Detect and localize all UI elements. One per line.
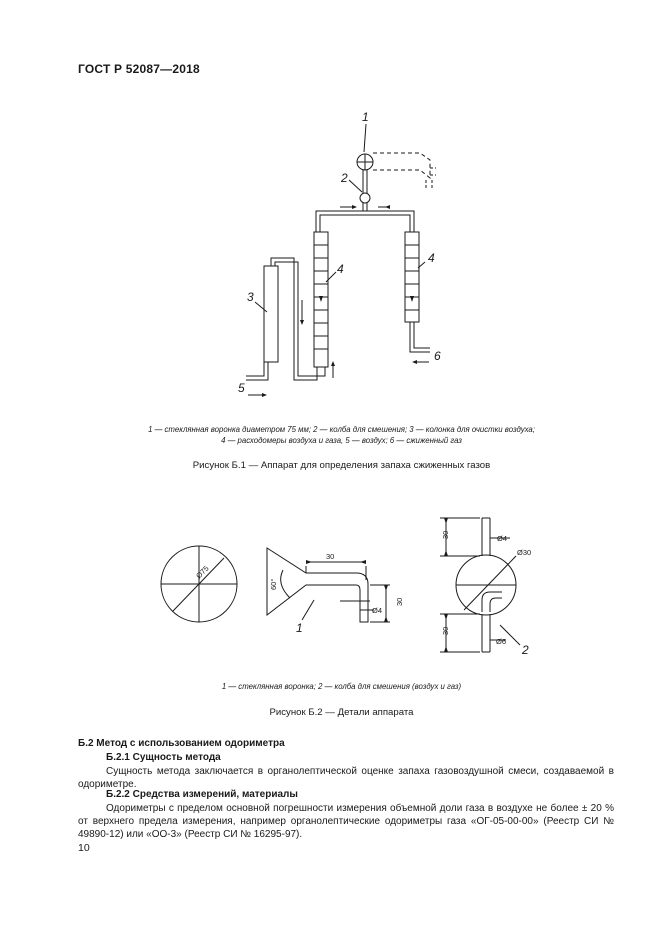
fig2-label-2: 2 (522, 643, 529, 657)
dim-bot30: 30 (441, 626, 450, 635)
fig1-label-3: 3 (247, 290, 254, 304)
dim-d75: Ø75 (194, 563, 211, 581)
fig1-label-6: 6 (434, 349, 441, 363)
fig1-label-4-right: 4 (428, 251, 435, 265)
figure1-legend-line1: 1 — стеклянная воронка диаметром 75 мм; 2 — колба для смешения; 3 — колонка для очистки воздуха; (148, 425, 535, 434)
figure2-caption: Рисунок Б.2 — Детали аппарата (269, 707, 414, 718)
dim-d4b: Ø4 (497, 534, 508, 543)
dim-d4a: Ø4 (372, 606, 383, 615)
dim-top30: 30 (441, 530, 450, 539)
figure1-legend-line2: 4 — расходомеры воздуха и газа, 5 — воздух; 6 — сжиженный газ (221, 436, 462, 445)
subsection-2-text: Одориметры с пределом основной погрешности измерения объемной доли газа в воздухе не более ± 20 % от верхнего предела измерения, например органолептические одориметры газа «ОГ-05-00-00» (Реестр СИ № 49890-12) или «ОО-3» (Реестр СИ № 16295-97). (78, 803, 614, 840)
fig1-label-2: 2 (341, 171, 348, 185)
dim-d6: Ø6 (496, 637, 507, 646)
fig2-label-1: 1 (296, 621, 303, 635)
subsection-2-title: Б.2.2 Средства измерений, материалы (106, 789, 298, 800)
dim-angle: 60° (269, 578, 278, 590)
dim-d30: Ø30 (517, 548, 532, 557)
figure1-caption: Рисунок Б.1 — Аппарат для определения запаха сжиженных газов (192, 460, 491, 471)
subsection-1-title: Б.2.1 Сущность метода (106, 752, 221, 763)
fig1-label-4-left: 4 (337, 262, 344, 276)
page-number: 10 (78, 842, 90, 854)
dim-len30: 30 (326, 552, 335, 561)
standard-header: ГОСТ Р 52087—2018 (78, 62, 200, 76)
section-title: Б.2 Метод с использованием одориметра (78, 738, 285, 749)
dim-h30: 30 (395, 597, 404, 606)
figure2-legend: 1 — стеклянная воронка; 2 — колба для смешения (воздух и газ) (221, 682, 462, 691)
fig1-label-5: 5 (238, 381, 245, 395)
subsection-1-text: Сущность метода заключается в органолептической оценке запаха газовоздушной смеси, создаваемой в одориметре. (78, 766, 614, 790)
fig1-label-1: 1 (362, 110, 369, 124)
